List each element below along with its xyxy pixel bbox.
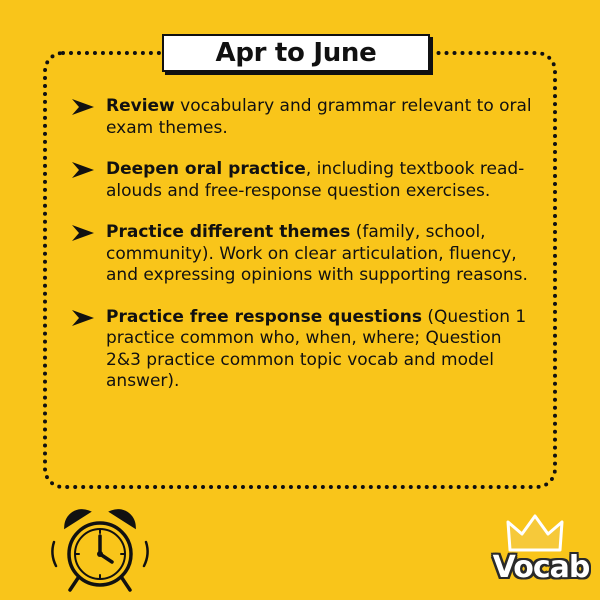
item-heading: Practice free response questions: [106, 306, 422, 327]
logo-text: Vocab: [492, 550, 590, 585]
list-item: [66, 159, 536, 202]
item-text: (family, school, community). Work on clear articulation, fluency, and expressing opinions with supporting reasons.: [106, 222, 528, 285]
list-item: [66, 222, 536, 287]
item-text: (Question 1 practice common who, when, where; Question 2&3 practice common topic vocab and model answer).: [106, 306, 527, 391]
item-text: , including textbook read-alouds and free-response question exercises.: [106, 159, 525, 201]
list-item: [66, 307, 536, 393]
bullet-list: [66, 96, 536, 393]
arrow-icon: [72, 225, 94, 241]
item-text: vocabulary and grammar relevant to oral exam themes.: [106, 96, 532, 138]
list-item: [66, 96, 536, 139]
item-heading: Review: [106, 96, 175, 116]
arrow-icon: [72, 162, 94, 178]
crown-icon: [506, 514, 564, 554]
arrow-icon: [72, 310, 94, 326]
arrow-icon: [72, 99, 94, 115]
page-title: Apr to June: [162, 34, 430, 72]
item-heading: Deepen oral practice: [106, 159, 306, 179]
vocab-logo: [488, 514, 594, 594]
alarm-clock-icon: [48, 504, 152, 596]
item-heading: Practice different themes: [106, 222, 351, 242]
